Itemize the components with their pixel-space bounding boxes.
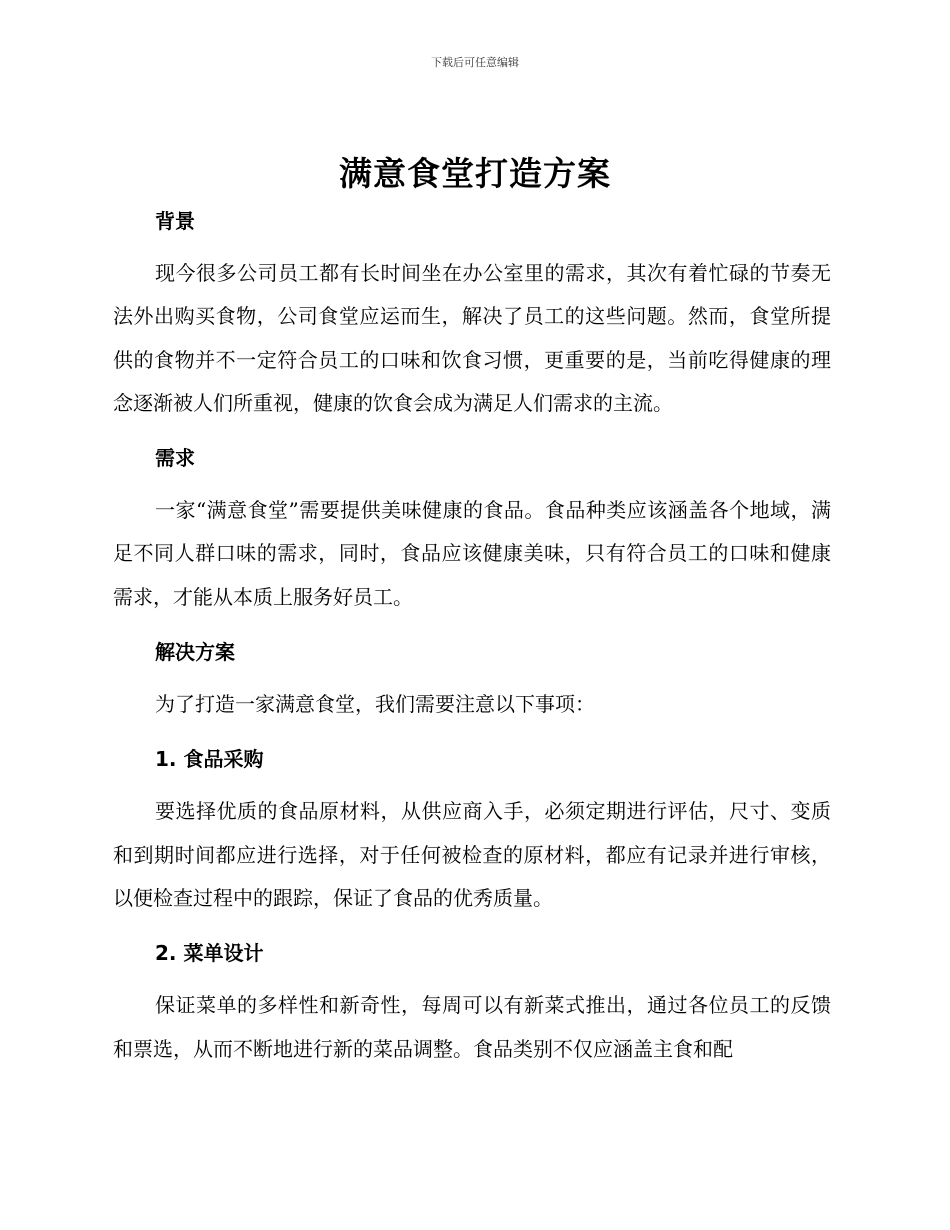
section-heading-menu: 2. 菜单设计: [155, 941, 264, 966]
paragraph-background: 现今很多公司员工都有长时间坐在办公室里的需求，其次有着忙碌的节奏无法外出购买食物，公司食堂应运而生，解决了员工的这些问题。然而，食堂所提供的食物并不一定符合员工的口味和饮食习惯，更重要的是，当前吃得健康的理念逐渐被人们所重视，健康的饮食会成为满足人们需求的主流。: [113, 261, 831, 415]
section-heading-background: 背景: [155, 209, 195, 233]
section-heading-procurement: 1. 食品采购: [155, 747, 264, 772]
section-heading-demand: 需求: [155, 446, 195, 471]
document-body: [113, 204, 831, 1071]
paragraph-menu: 保证菜单的多样性和新奇性，每周可以有新菜式推出，通过各位员工的反馈和票选，从而不断地进行新的菜品调整。食品类别不仅应涵盖主食和配: [113, 993, 831, 1061]
paragraph-demand: 一家“满意食堂”需要提供美味健康的食品。食品种类应该涵盖各个地域，满足不同人群口味的需求，同时，食品应该健康美味，只有符合员工的口味和健康需求，才能从本质上服务好员工。: [113, 498, 831, 609]
paragraph-solution-intro: 为了打造一家满意食堂，我们需要注意以下事项：: [155, 692, 595, 717]
header-note: 下载后可任意编辑: [431, 56, 519, 69]
paragraph-procurement: 要选择优质的食品原材料，从供应商入手，必须定期进行评估，尺寸、变质和到期时间都应进行选择，对于任何被检查的原材料，都应有记录并进行审核，以便检查过程中的跟踪，保证了食品的优秀质量。: [113, 799, 831, 910]
section-heading-solution: 解决方案: [155, 640, 235, 665]
document-title: 满意食堂打造方案: [339, 154, 611, 193]
